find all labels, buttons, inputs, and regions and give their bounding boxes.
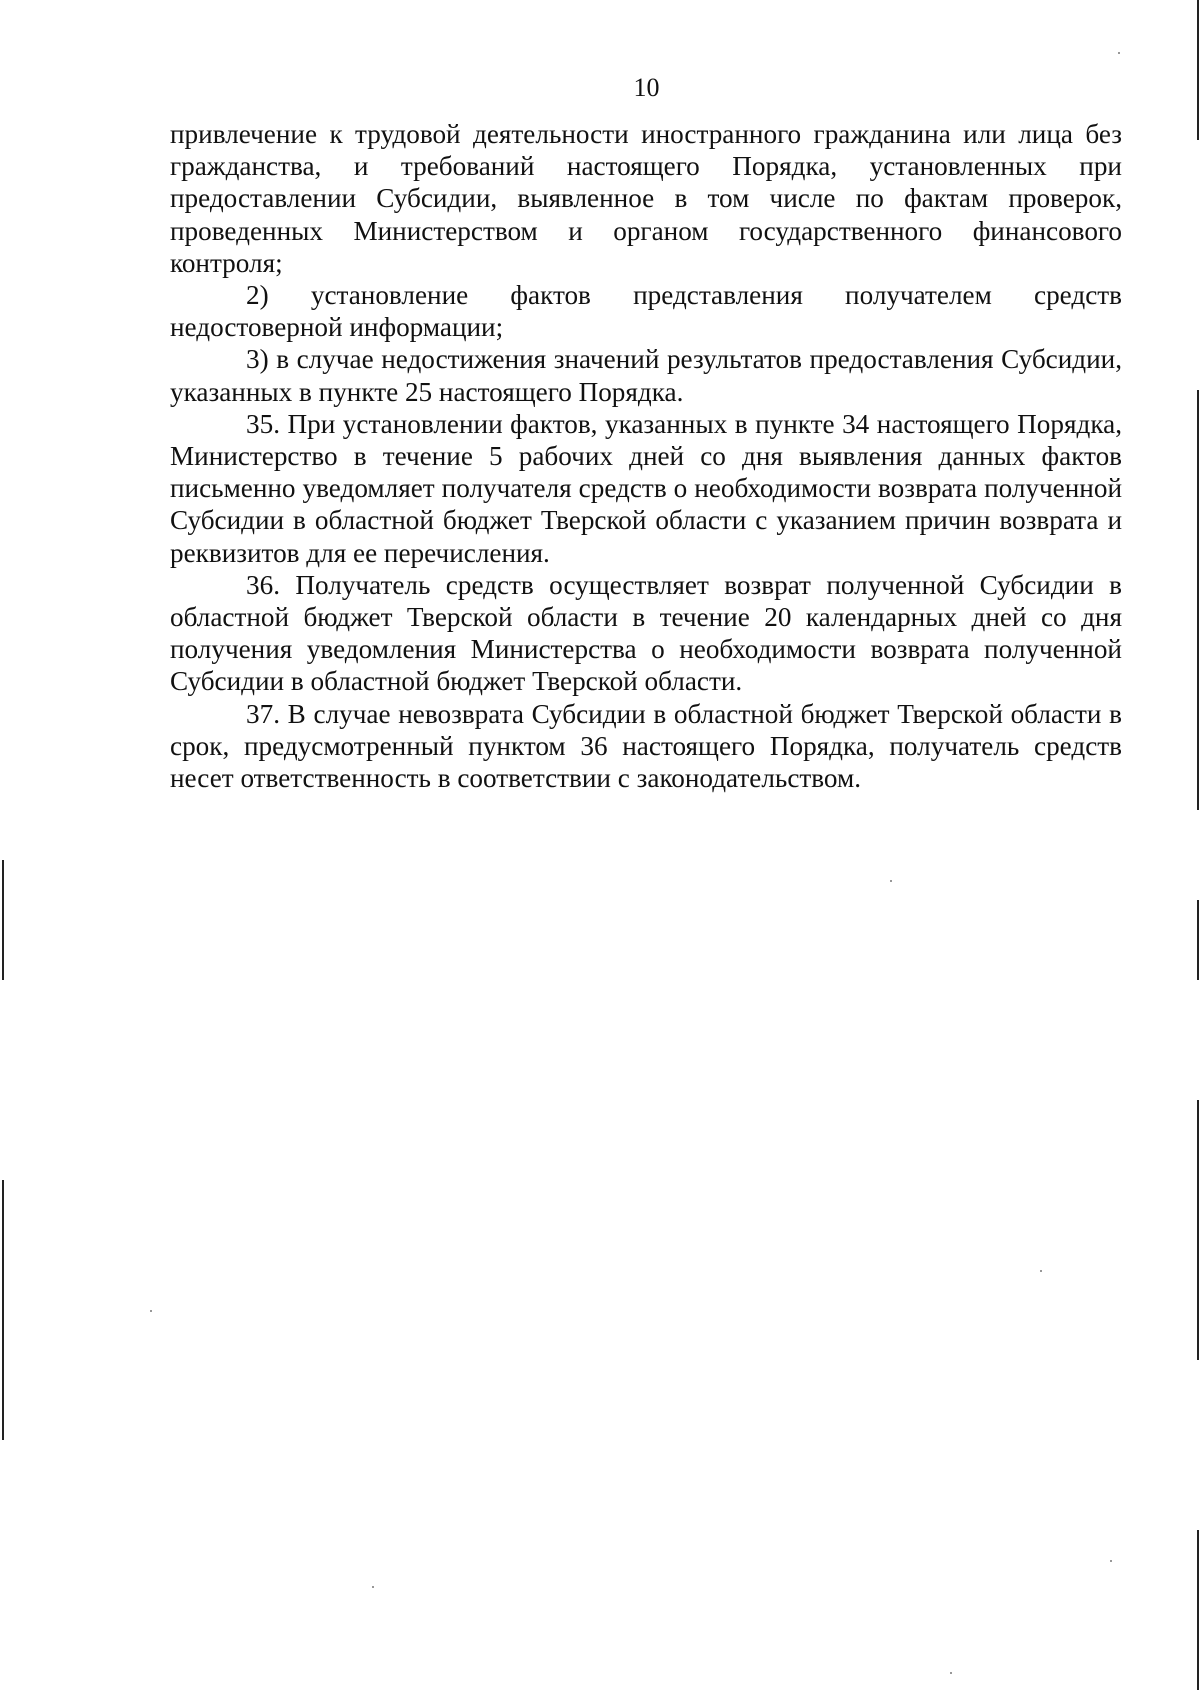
scan-speck (950, 1672, 952, 1674)
scan-edge-mark (1197, 1100, 1199, 1360)
scan-edge-mark (1197, 390, 1199, 810)
scan-edge-mark (1197, 0, 1199, 140)
scan-speck (150, 1310, 152, 1312)
scan-edge-mark (2, 860, 4, 980)
scan-speck (1110, 1560, 1112, 1562)
paragraph: 37. В случае невозврата Субсидии в областной бюджет Тверской области в срок, предусмотренный пунктом 36 настоящего Порядка, получатель средств несет ответственность в соответствии с законодательством. (170, 698, 1122, 794)
paragraph: 3) в случае недостижения значений результатов предоставления Субсидии, указанных в пункте 25 настоящего Порядка. (170, 344, 1122, 407)
paragraph: привлечение к трудовой деятельности иностранного гражданина или лица без гражданства, и требований настоящего Порядка, установленных при предоставлении Субсидии, выявленное в том числе по фактам проверок, проведенных Министерством и органом государственного финансового контроля; (170, 119, 1122, 278)
scan-edge-mark (1197, 1530, 1199, 1690)
paragraph: 35. При установлении фактов, указанных в пункте 34 настоящего Порядка, Министерство в течение 5 рабочих дней со дня выявления данных фактов письменно уведомляет получателя средств о необходимости возврата полученной Субсидии в областной бюджет Тверской области с указанием причин возврата и реквизитов для ее перечисления. (170, 408, 1122, 568)
scan-edge-mark (1197, 900, 1199, 980)
document-body (170, 118, 1122, 794)
scan-speck (1040, 1270, 1042, 1272)
paragraph: 36. Получатель средств осуществляет возврат полученной Субсидии в областной бюджет Тверской области в течение 20 календарных дней со дня получения уведомления Министерства о необходимости возврата полученной Субсидии в областной бюджет Тверской области. (170, 569, 1122, 697)
scan-speck (372, 1586, 374, 1588)
scan-speck (890, 880, 892, 882)
scan-speck (1118, 52, 1120, 54)
scan-edge-mark (2, 1180, 4, 1440)
paragraph: 2) установление фактов представления получателем средств недостоверной информации; (170, 280, 1122, 343)
page-number: 10 (633, 73, 660, 102)
